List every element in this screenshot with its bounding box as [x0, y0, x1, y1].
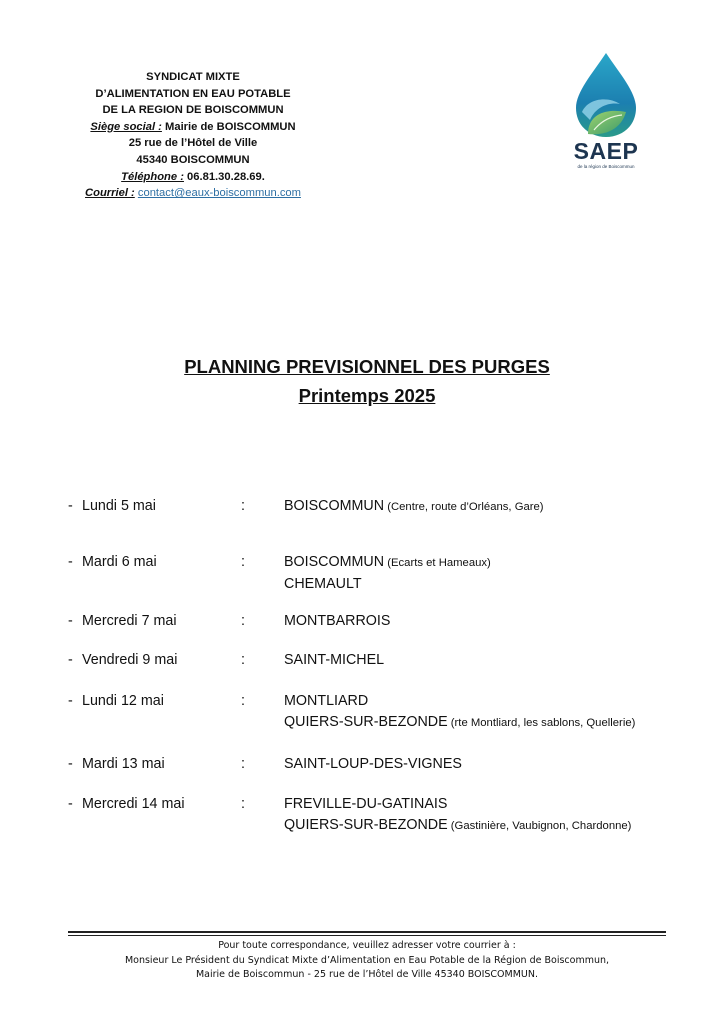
phone: [62, 169, 324, 186]
letterhead: [62, 69, 324, 202]
schedule-day: Mardi 6 mai: [82, 554, 157, 570]
org-name-line1: SYNDICAT MIXTE: [146, 71, 240, 83]
logo-subtext: de la région de Boiscommun: [577, 164, 635, 169]
place-name: QUIERS-SUR-BEZONDE: [284, 817, 448, 833]
place-detail: (rte Montliard, les sablons, Quellerie): [447, 717, 636, 729]
bullet-dash: -: [68, 554, 73, 570]
footer-line2: Monsieur Le Président du Syndicat Mixte d’Alimentation en Eau Potable de la Région de Boiscommun,: [124, 954, 610, 966]
water-drop-icon: [566, 50, 646, 140]
place-name: SAINT-LOUP-DES-VIGNES: [284, 756, 462, 772]
schedule-places: [284, 552, 491, 595]
schedule-day: Mercredi 7 mai: [82, 613, 177, 629]
separator-colon: :: [241, 498, 245, 514]
email: [62, 185, 324, 202]
bullet-dash: -: [68, 613, 73, 629]
schedule-day: Vendredi 9 mai: [82, 652, 178, 668]
place-name: BOISCOMMUN: [284, 498, 385, 514]
footer-line3: Mairie de Boiscommun - 25 rue de l’Hôtel de Ville 45340 BOISCOMMUN.: [195, 969, 539, 980]
footer-divider-thick: [68, 931, 666, 933]
place-name: FREVILLE-DU-GATINAIS: [284, 796, 448, 812]
document-subtitle: Printemps 2025: [298, 385, 436, 406]
footer-divider-thin: [68, 935, 666, 936]
bullet-dash: -: [68, 652, 73, 668]
email-link[interactable]: contact@eaux-boiscommun.com: [137, 187, 301, 200]
email-label: Courriel :: [85, 187, 135, 200]
head-office-value: Mairie de BOISCOMMUN: [161, 120, 296, 133]
bullet-dash: -: [68, 756, 73, 772]
schedule-day: Lundi 12 mai: [82, 693, 164, 709]
separator-colon: :: [241, 693, 245, 709]
place-detail: (Gastinière, Vaubignon, Chardonne): [447, 820, 632, 832]
separator-colon: :: [241, 613, 245, 629]
street-address: 25 rue de l’Hôtel de Ville: [128, 137, 258, 150]
org-name-line2: D’ALIMENTATION EN EAU POTABLE: [95, 87, 291, 100]
head-office-label: Siège social :: [90, 120, 162, 133]
schedule-day: Mercredi 14 mai: [82, 796, 185, 812]
schedule-places: [284, 754, 462, 775]
schedule-places: [284, 794, 631, 837]
postal-city: 45340 BOISCOMMUN: [136, 153, 250, 166]
separator-colon: :: [241, 652, 245, 668]
bullet-dash: -: [68, 796, 73, 812]
place-name: MONTBARROIS: [284, 613, 391, 629]
schedule-places: [284, 611, 390, 632]
place-name: QUIERS-SUR-BEZONDE: [284, 714, 448, 730]
bullet-dash: -: [68, 498, 73, 514]
phone-label: Téléphone :: [121, 170, 184, 183]
logo-text: SAEP: [573, 138, 639, 164]
place-detail: (Ecarts et Hameaux): [384, 557, 491, 569]
schedule-day: Lundi 5 mai: [82, 498, 156, 514]
separator-colon: :: [241, 796, 245, 812]
schedule-places: [284, 650, 384, 671]
schedule-day: Mardi 13 mai: [82, 756, 165, 772]
place-name: CHEMAULT: [284, 576, 362, 592]
place-detail: (Centre, route d’Orléans, Gare): [384, 501, 544, 513]
place-name: BOISCOMMUN: [284, 554, 385, 570]
place-name: SAINT-MICHEL: [284, 652, 385, 668]
schedule-places: [284, 496, 544, 518]
document-title: PLANNING PREVISIONNEL DES PURGES: [184, 356, 550, 377]
separator-colon: :: [241, 554, 245, 570]
schedule-places: [284, 691, 635, 734]
head-office: [62, 119, 324, 136]
place-name: MONTLIARD: [284, 693, 369, 709]
separator-colon: :: [241, 756, 245, 772]
phone-value: 06.81.30.28.69.: [183, 170, 265, 183]
org-name-line3: DE LA REGION DE BOISCOMMUN: [102, 104, 284, 117]
bullet-dash: -: [68, 693, 73, 709]
footer: [30, 939, 704, 983]
saep-logo: [566, 50, 646, 175]
footer-line1: Pour toute correspondance, veuillez adresser votre courrier à :: [218, 940, 516, 951]
